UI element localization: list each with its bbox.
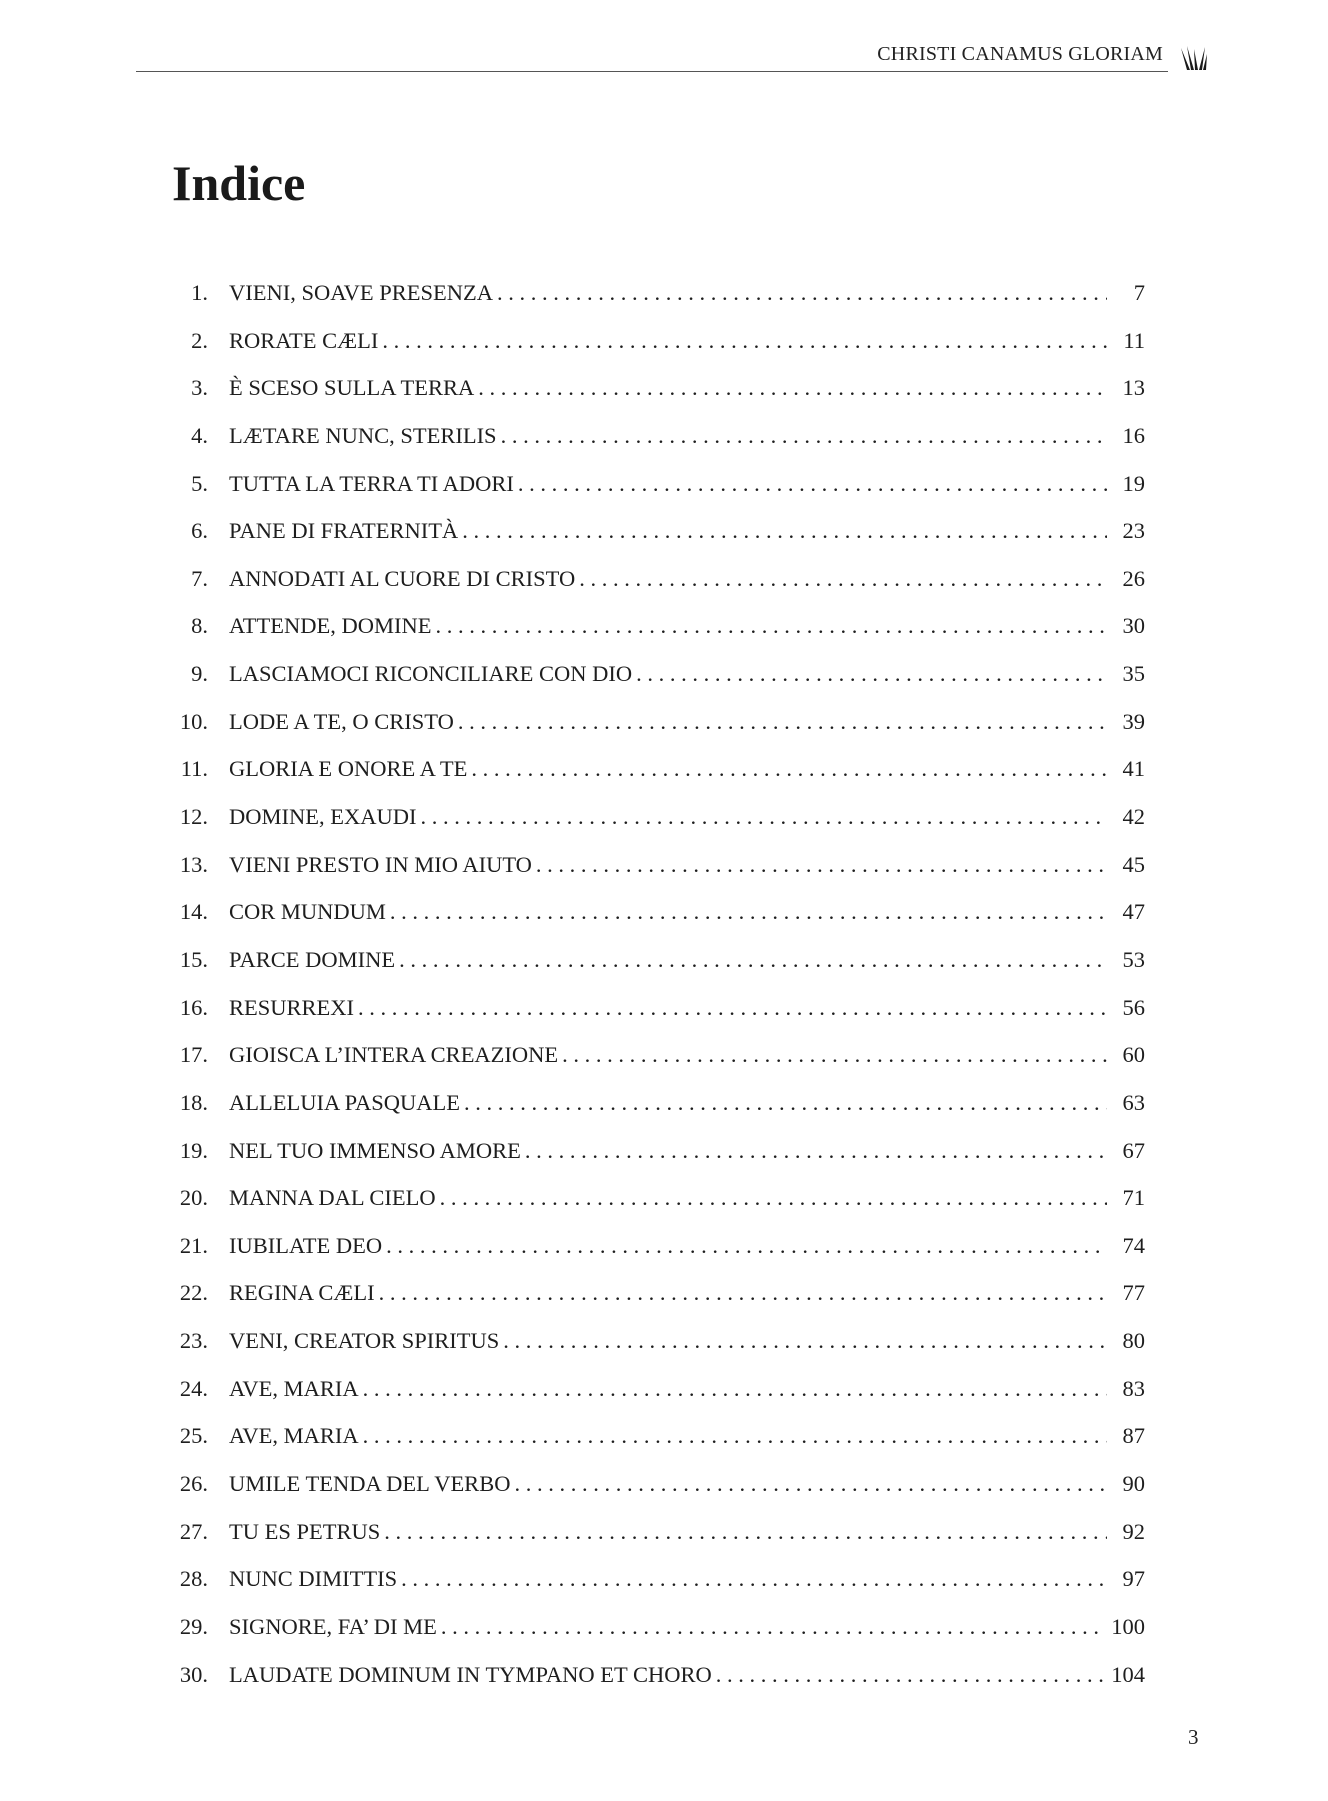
toc-dot-leader [471,745,1107,793]
toc-entry-number: 11. [180,756,208,782]
toc-dot-leader [716,1651,1106,1699]
toc-dot-leader [401,1555,1107,1603]
toc-entry[interactable] [150,460,1145,508]
toc-entry-title: TU ES PETRUS [229,1518,381,1544]
toc-entry-title: COR MUNDUM [229,899,386,925]
toc-entry[interactable] [150,507,1145,555]
toc-entry-number: 7. [191,565,208,591]
toc-entry[interactable] [150,1555,1145,1603]
toc-entry-page: 42 [1122,804,1145,830]
toc-entry-title: ATTENDE, DOMINE [229,613,432,639]
toc-entry-page: 100 [1111,1613,1145,1639]
toc-entry-number: 8. [191,613,208,639]
toc-entry[interactable] [150,1508,1145,1556]
toc-entry-page: 83 [1122,1375,1145,1401]
toc-entry-number: 16. [179,994,208,1020]
toc-dot-leader [514,1460,1107,1508]
toc-entry-title: NEL TUO IMMENSO AMORE [229,1137,521,1163]
toc-entry-title: UMILE TENDA DEL VERBO [229,1471,511,1497]
toc-entry-number: 6. [191,518,208,544]
toc-entry-number: 15. [179,946,208,972]
toc-entry[interactable] [150,269,1145,317]
toc-entry-number: 29. [179,1613,208,1639]
toc-entry-title: LAUDATE DOMINUM IN TYMPANO ET CHORO [229,1661,712,1687]
toc-dot-leader [636,650,1107,698]
toc-entry[interactable] [150,412,1145,460]
toc-dot-leader [358,984,1107,1032]
toc-entry[interactable] [150,1127,1145,1175]
toc-dot-leader [501,412,1107,460]
toc-entry-title: ANNODATI AL CUORE DI CRISTO [229,565,576,591]
toc-entry-number: 18. [179,1089,208,1115]
toc-entry-title: REGINA CÆLI [229,1280,375,1306]
toc-dot-leader [399,936,1107,984]
toc-entry-page: 71 [1122,1185,1145,1211]
toc-entry[interactable] [150,698,1145,746]
toc-entry[interactable] [150,936,1145,984]
toc-dot-leader [363,1365,1107,1413]
toc-entry-title: RORATE CÆLI [229,327,379,353]
toc-entry-page: 53 [1122,946,1145,972]
toc-entry-number: 9. [191,661,208,687]
toc-entry-title: NUNC DIMITTIS [229,1566,398,1592]
toc-entry-number: 13. [179,851,208,877]
toc-entry[interactable] [150,650,1145,698]
toc-dot-leader [435,602,1107,650]
toc-dot-leader [390,888,1107,936]
toc-entry[interactable] [150,1365,1145,1413]
toc-entry-title: MANNA DAL CIELO [229,1185,436,1211]
toc-dot-leader [464,1079,1107,1127]
toc-entry-title: LODE A TE, O CRISTO [229,708,454,734]
toc-dot-leader [363,1412,1107,1460]
toc-entry-title: GLORIA E ONORE A TE [229,756,468,782]
toc-entry-page: 23 [1122,518,1145,544]
toc-dot-leader [497,269,1107,317]
toc-entry-page: 7 [1133,280,1145,305]
toc-entry[interactable] [150,1460,1145,1508]
toc-dot-leader [382,317,1107,365]
toc-entry[interactable] [150,888,1145,936]
toc-dot-leader [440,1174,1107,1222]
toc-entry-title: VIENI PRESTO IN MIO AIUTO [229,851,532,877]
toc-dot-leader [525,1127,1107,1175]
toc-entry-number: 17. [179,1042,208,1068]
toc-entry-number: 22. [179,1280,208,1306]
toc-entry[interactable] [150,1031,1145,1079]
toc-dot-leader [379,1269,1107,1317]
toc-entry-page: 80 [1122,1328,1145,1354]
toc-entry-title: PARCE DOMINE [229,946,396,972]
toc-entry-title: PANE DI FRATERNITÀ [229,518,459,544]
toc-entry[interactable] [150,1317,1145,1365]
toc-dot-leader [386,1222,1107,1270]
toc-entry[interactable] [150,317,1145,365]
toc-entry-page: 60 [1122,1042,1145,1068]
toc-entry-page: 19 [1122,470,1145,496]
toc-entry-title: VENI, CREATOR SPIRITUS [229,1328,500,1354]
toc-entry-page: 97 [1122,1566,1145,1592]
toc-entry-page: 39 [1122,708,1145,734]
toc-entry[interactable] [150,364,1145,412]
toc-entry-number: 10. [179,708,208,734]
toc-entry-title: RESURREXI [229,994,355,1020]
toc-entry[interactable] [150,555,1145,603]
toc-entry-page: 104 [1111,1661,1145,1687]
toc-entry-page: 11 [1123,327,1145,353]
toc-entry-number: 23. [179,1328,208,1354]
toc-entry-page: 74 [1122,1232,1145,1258]
toc-entry-title: DOMINE, EXAUDI [229,804,417,830]
toc-entry-page: 13 [1122,375,1145,401]
toc-entry-number: 25. [179,1423,208,1449]
toc-dot-leader [478,364,1107,412]
toc-dot-leader [420,793,1107,841]
toc-dot-leader [518,460,1107,508]
toc-entry[interactable] [150,1412,1145,1460]
toc-entry-title: IUBILATE DEO [229,1232,383,1258]
toc-entry-number: 14. [179,899,208,925]
running-title: CHRISTI CANAMUS GLORIAM [877,43,1163,65]
toc-entry-page: 35 [1122,661,1145,687]
toc-entry[interactable] [150,1079,1145,1127]
toc-dot-leader [384,1508,1107,1556]
toc-entry[interactable] [150,984,1145,1032]
book-logo-icon [1178,44,1208,74]
toc-entry-title: È SCESO SULLA TERRA [229,375,475,401]
toc-entry-number: 20. [179,1185,208,1211]
page-title: Indice [172,155,306,211]
toc-entry-page: 67 [1122,1137,1145,1163]
toc-dot-leader [562,1031,1107,1079]
toc-entry-number: 19. [179,1137,208,1163]
toc-entry-number: 4. [191,422,208,448]
toc-entry-number: 12. [179,804,208,830]
toc-entry[interactable] [150,745,1145,793]
toc-entry-page: 47 [1122,899,1145,925]
toc-entry-page: 41 [1122,756,1145,782]
toc-entry-page: 77 [1122,1280,1145,1306]
toc-entry-title: AVE, MARIA [229,1375,359,1401]
toc-entry-number: 30. [179,1661,208,1687]
toc-entry[interactable] [150,1269,1145,1317]
toc-entry-title: LASCIAMOCI RICONCILIARE CON DIO [229,661,633,687]
toc-entry[interactable] [150,602,1145,650]
toc-entry-page: 26 [1122,565,1145,591]
toc-entry[interactable] [150,793,1145,841]
toc-entry-number: 27. [179,1518,208,1544]
toc-entry-page: 87 [1122,1423,1145,1449]
toc-entry[interactable] [150,841,1145,889]
toc-entry-number: 24. [179,1375,208,1401]
toc-entry-title: TUTTA LA TERRA TI ADORI [229,470,514,496]
toc-dot-leader [441,1603,1105,1651]
toc-entry-page: 45 [1122,851,1145,877]
toc-entry-number: 2. [191,327,208,353]
toc-entry[interactable] [150,1603,1145,1651]
toc-entry-page: 63 [1122,1089,1145,1115]
toc-entry-number: 3. [191,375,208,401]
toc-dot-leader [462,507,1107,555]
toc-entry-page: 30 [1122,613,1145,639]
toc-entry-number: 26. [179,1471,208,1497]
toc-entry-title: GIOISCA L’INTERA CREAZIONE [229,1042,559,1068]
toc-entry-page: 56 [1122,994,1145,1020]
toc-entry-title: LÆTARE NUNC, STERILIS [229,422,497,448]
toc-entry-page: 16 [1122,422,1145,448]
page-number: 3 [1188,1725,1199,1749]
toc-entry-title: AVE, MARIA [229,1423,359,1449]
toc-dot-leader [503,1317,1107,1365]
toc-entry-page: 92 [1122,1518,1145,1544]
toc-entry[interactable] [150,1651,1145,1699]
toc-entry-page: 90 [1122,1471,1145,1497]
toc-entry[interactable] [150,1222,1145,1270]
toc-dot-leader [536,841,1107,889]
toc-dot-leader [579,555,1107,603]
toc-entry[interactable] [150,1174,1145,1222]
toc-entry-title: VIENI, SOAVE PRESENZA [229,280,493,305]
toc-entry-number: 28. [179,1566,208,1592]
toc-entry-title: ALLELUIA PASQUALE [229,1089,461,1115]
toc-entry-number: 1. [191,280,208,305]
toc-entry-number: 5. [191,470,208,496]
toc-dot-leader [458,698,1107,746]
toc-entry-number: 21. [179,1232,208,1258]
toc-entry-title: SIGNORE, FA’ DI ME [229,1613,437,1639]
table-of-contents [150,269,1145,1698]
header-rule [136,71,1168,72]
